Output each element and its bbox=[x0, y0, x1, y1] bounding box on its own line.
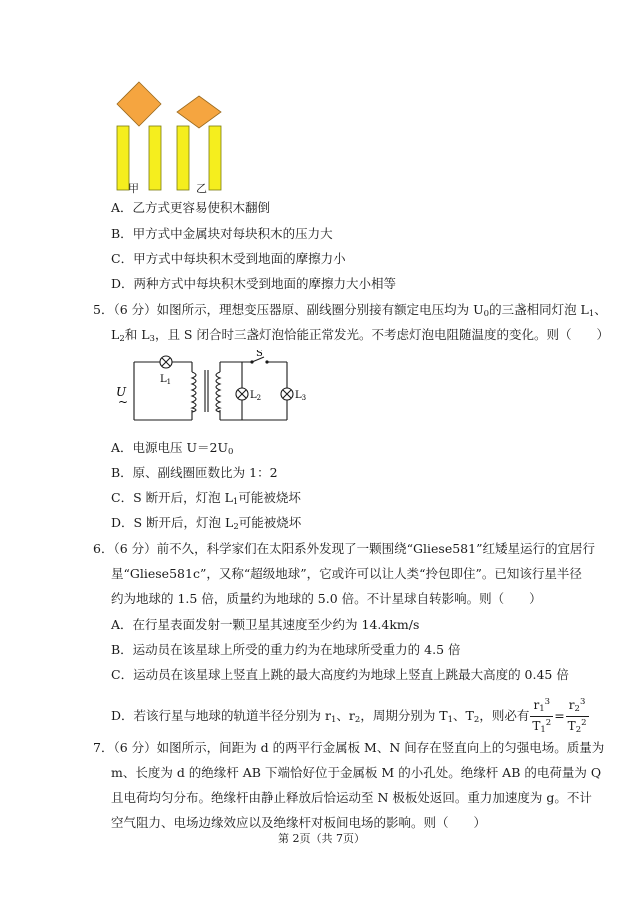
block-jia-right bbox=[149, 126, 161, 190]
circuit-label-u: U bbox=[116, 385, 127, 399]
q5-option-a: A．电源电压 $U=2U_0$ bbox=[111, 440, 234, 457]
q4-option-a: A．乙方式更容易使积木翻倒 bbox=[111, 200, 271, 215]
q5-option-d: D．S 断开后，灯泡 $L_2$可能被烧坏 bbox=[111, 515, 302, 532]
circuit-label-s: S bbox=[256, 350, 263, 359]
q6-option-b: B．运动员在该星球上所受的重力约为在地球所受重力的 4.5 倍 bbox=[111, 642, 461, 657]
q6-option-d: D．若该行星与地球的轨道半径分别为 $r_1$、$r_2$，周期分别为 $T_1$、$T_2$，则必有 $\frac{r_1^3}{T_1^2}$ = $\frac{r_2^3}{T_2^2}$ bbox=[111, 697, 587, 735]
page-footer: 第 2页（共 7页） bbox=[278, 832, 365, 845]
q7-stem-line2: m、长度为 d 的绝缘杆 AB 下端恰好位于金属板 M 的小孔处。绝缘杆 AB 的电荷量为 Q bbox=[111, 765, 602, 780]
q6-stem-line2: 星“Gliese581c”，又称“超级地球”，它或许可以让人类“拎包即住”。已知该行星半径 bbox=[111, 566, 582, 581]
q6-option-a: A．在行星表面发射一颗卫星其速度至少约为 14.4km/s bbox=[111, 617, 420, 632]
diamond-weight-yi bbox=[177, 96, 221, 128]
q5-stem-line2: $L_2$和 $L_3$，且 S 闭合时三盏灯泡恰能正常发光。不考虑灯泡电阻随温度的变化。则（ ） bbox=[111, 327, 609, 344]
block-yi-right bbox=[209, 126, 221, 190]
label-yi: 乙 bbox=[196, 182, 207, 195]
fraction-r1-t1: $\frac{r_1^3}{T_1^2}$ bbox=[532, 697, 552, 735]
circuit-label-tilde: ~ bbox=[118, 395, 129, 409]
q6-option-c: C．运动员在该星球上竖直上跳的最大高度约为地球上竖直上跳最大高度的 0.45 倍 bbox=[111, 667, 569, 682]
q4-option-c: C．甲方式中每块积木受到地面的摩擦力小 bbox=[111, 251, 346, 266]
q7-stem-line3: 且电荷均匀分布。绝缘杆由静止释放后恰运动至 N 极板处返回。重力加速度为 g。不计 bbox=[111, 790, 592, 805]
q6-stem-line1: 6．（6 分）前不久，科学家们在太阳系外发现了一颗围绕“Gliese581”红矮星运行的宜居行 bbox=[93, 541, 595, 556]
q5-option-c: C．S 断开后，灯泡 $L_1$可能被烧坏 bbox=[111, 490, 301, 507]
blocks-figure bbox=[105, 78, 245, 196]
fraction-r2-t2: $\frac{r_2^3}{T_2^2}$ bbox=[567, 697, 587, 735]
transformer-circuit-figure bbox=[112, 350, 312, 432]
block-yi-left bbox=[177, 126, 189, 190]
label-jia: 甲 bbox=[128, 182, 139, 195]
q5-option-b: B．原、副线圈匝数比为 1：2 bbox=[111, 465, 278, 480]
circuit-label-l2: $L_2$ bbox=[250, 390, 262, 402]
q5-stem-line1: 5．（6 分）如图所示，理想变压器原、副线圈分别接有额定电压均为 $U_0$的三盏相同灯泡 $L_1$、 bbox=[93, 302, 607, 319]
q7-stem-line4: 空气阻力、电场边缘效应以及绝缘杆对板间电场的影响。则（ ） bbox=[111, 815, 487, 830]
q6-stem-line3: 约为地球的 1.5 倍，质量约为地球的 5.0 倍。不计星球自转影响。则（ ） bbox=[111, 591, 542, 606]
q4-option-b: B．甲方式中金属块对每块积木的压力大 bbox=[111, 226, 333, 241]
circuit-label-l3: $L_3$ bbox=[295, 390, 307, 402]
q4-option-d: D．两种方式中每块积木受到地面的摩擦力大小相等 bbox=[111, 276, 397, 291]
q7-stem-line1: 7．（6 分）如图所示，间距为 d 的两平行金属板 M、N 间存在竖直向上的匀强电场。质量为 bbox=[93, 740, 605, 755]
diamond-weight-jia bbox=[117, 82, 161, 126]
circuit-label-l1: $L_1$ bbox=[160, 374, 172, 386]
